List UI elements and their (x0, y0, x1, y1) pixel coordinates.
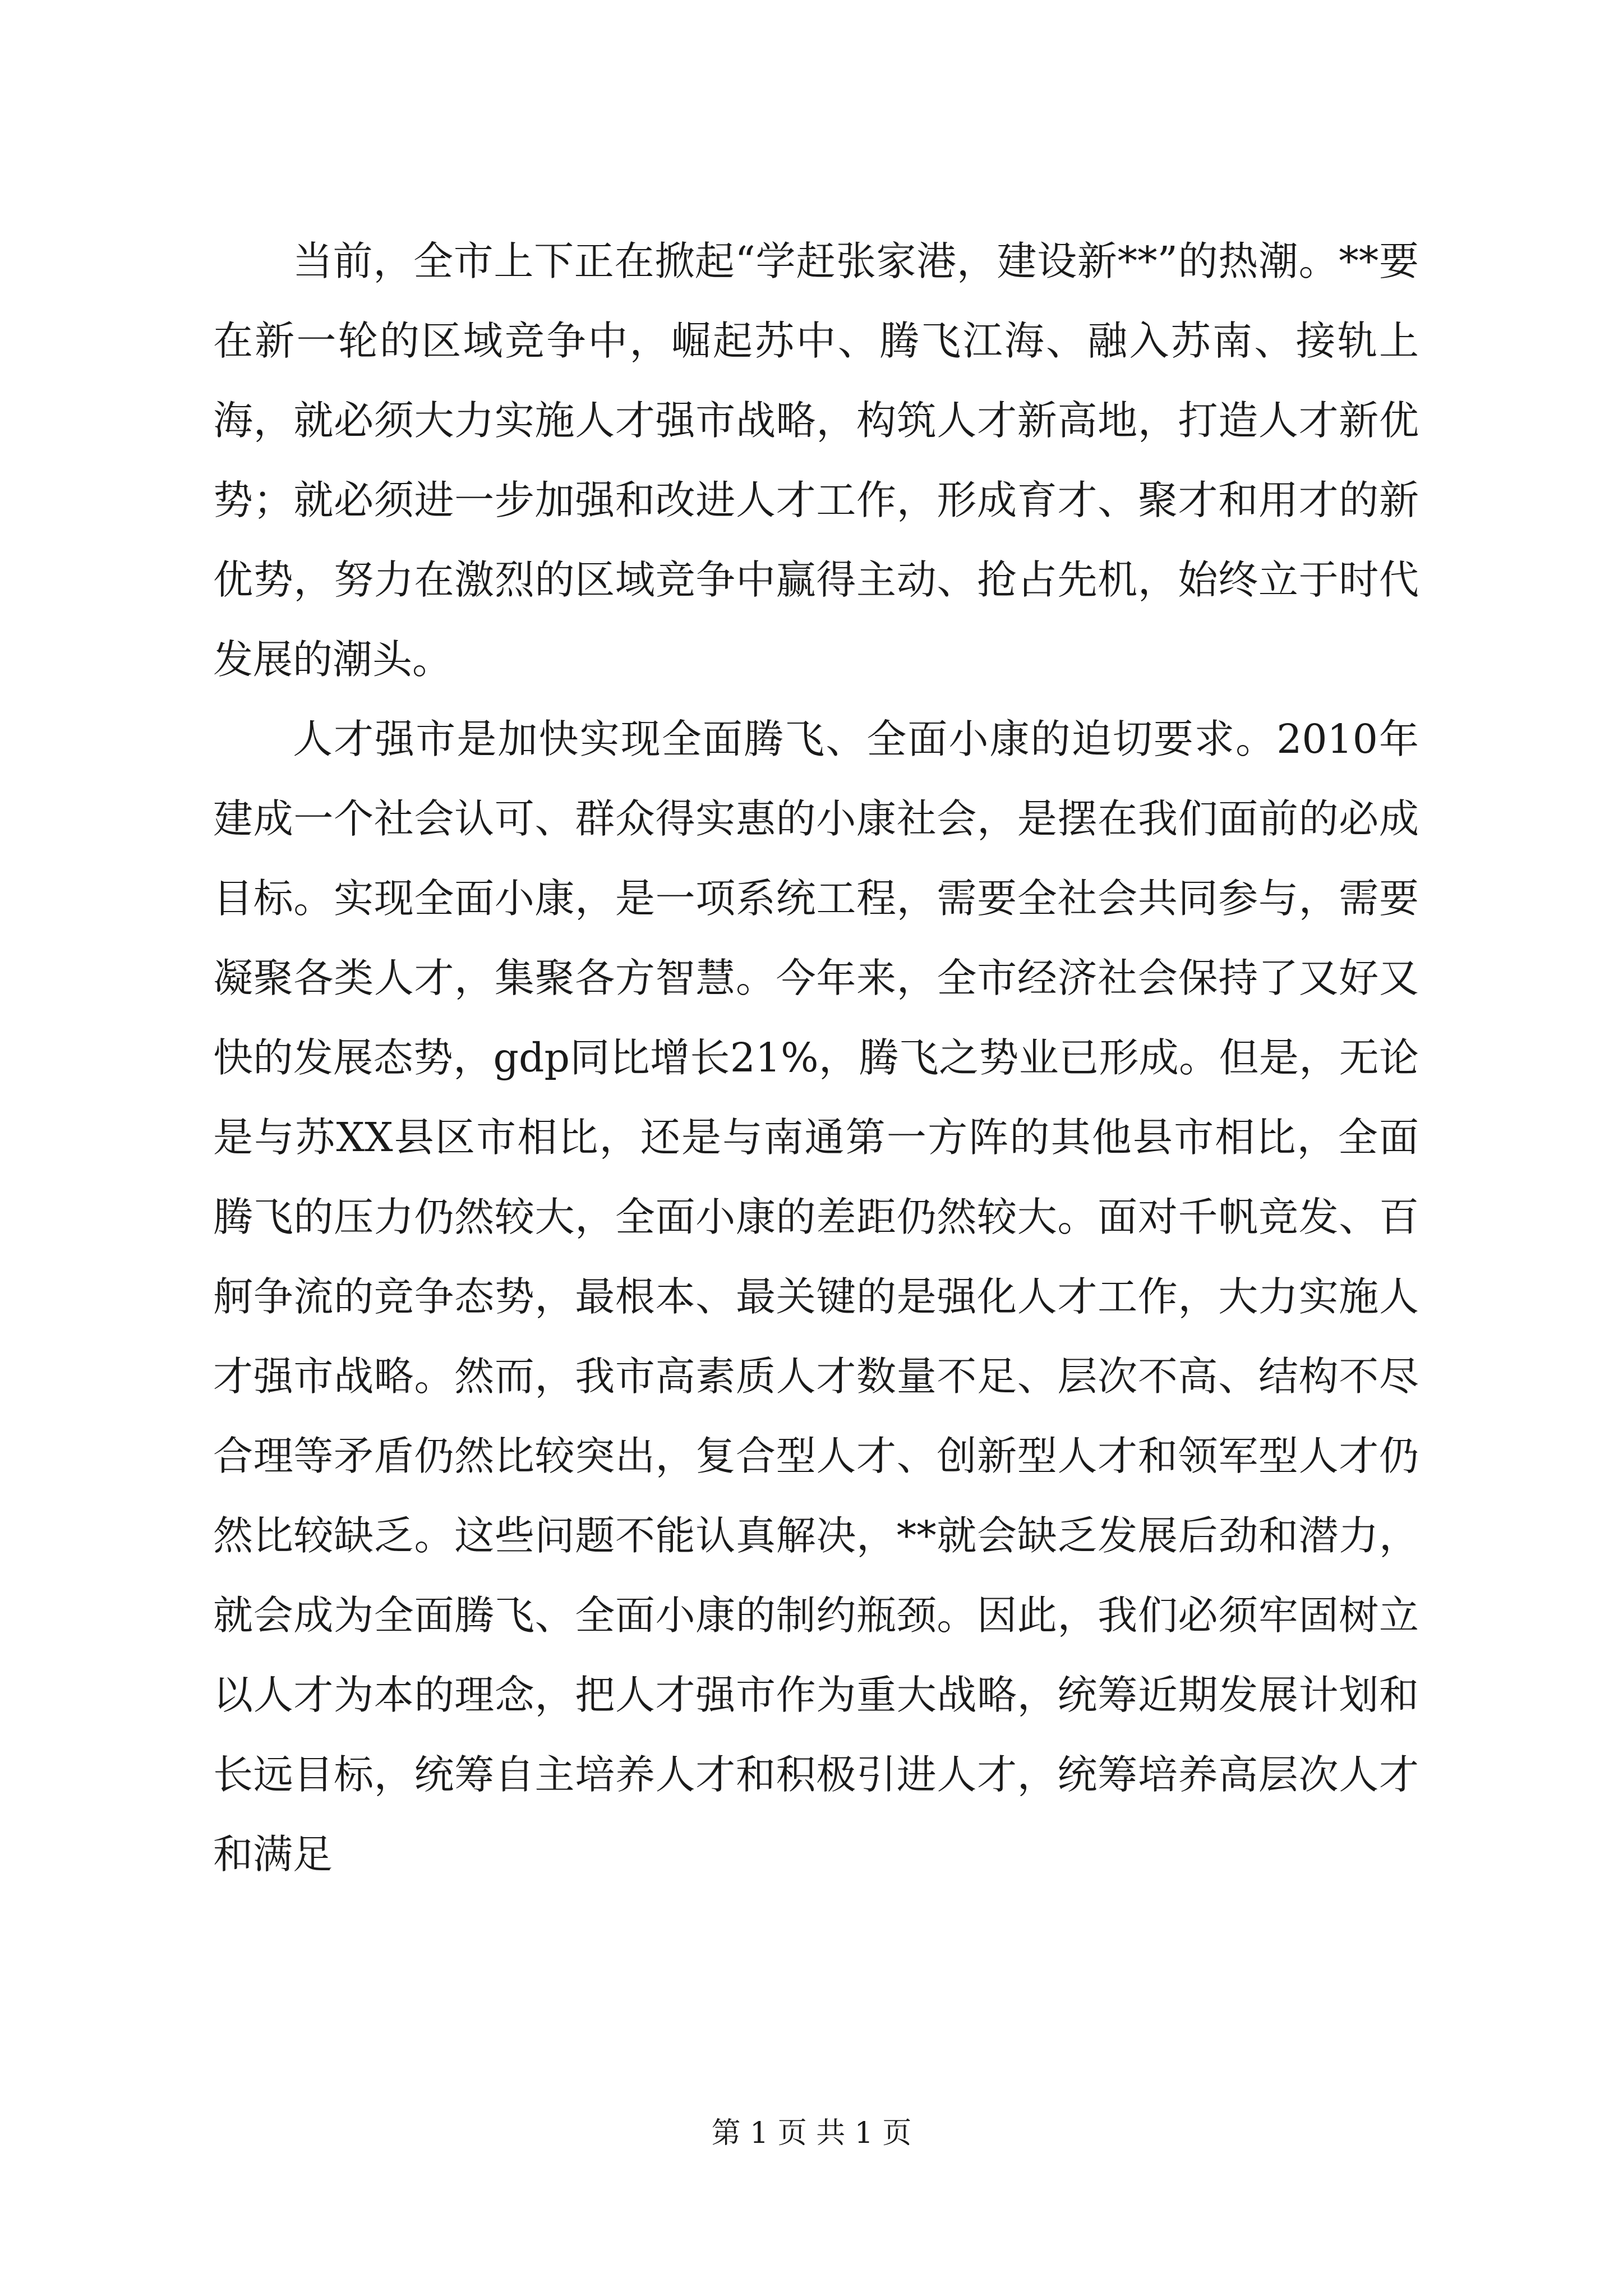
paragraph-2: 人才强市是加快实现全面腾飞、全面小康的迫切要求。2010年建成一个社会认可、群众得实惠的小康社会，是摆在我们面前的必成目标。实现全面小康，是一项系统工程，需要全社会共同参与，需要凝聚各类人才，集聚各方智慧。今年来，全市经济社会保持了又好又快的发展态势，gdp同比增长21%，腾飞之势业已形成。但是，无论是与苏XX县区市相比，还是与南通第一方阵的其他县市相比，全面腾飞的压力仍然较大，全面小康的差距仍然较大。面对千帆竞发、百舸争流的竞争态势，最根本、最关键的是强化人才工作，大力实施人才强市战略。然而，我市高素质人才数量不足、层次不高、结构不尽合理等矛盾仍然比较突出，复合型人才、创新型人才和领军型人才仍然比较缺乏。这些问题不能认真解决，**就会缺乏发展后劲和潜力，就会成为全面腾飞、全面小康的制约瓶颈。因此，我们必须牢固树立以人才为本的理念，把人才强市作为重大战略，统筹近期发展计划和长远目标，统筹自主培养人才和积极引进人才，统筹培养高层次人才和满足 (213, 716, 1419, 1878)
page-footer: 第 1 页 共 1 页 (711, 2116, 912, 2150)
paragraph-1: 当前，全市上下正在掀起“学赶张家港，建设新**”的热潮。**要在新一轮的区域竞争中，崛起苏中、腾飞江海、融入苏南、接轨上海，就必须大力实施人才强市战略，构筑人才新高地，打造人才新优势；就必须进一步加强和改进人才工作，形成育才、聚才和用才的新优势，努力在激烈的区域竞争中赢得主动、抢占先机，始终立于时代发展的潮头。 (213, 238, 1419, 683)
document-body (213, 222, 1419, 1894)
